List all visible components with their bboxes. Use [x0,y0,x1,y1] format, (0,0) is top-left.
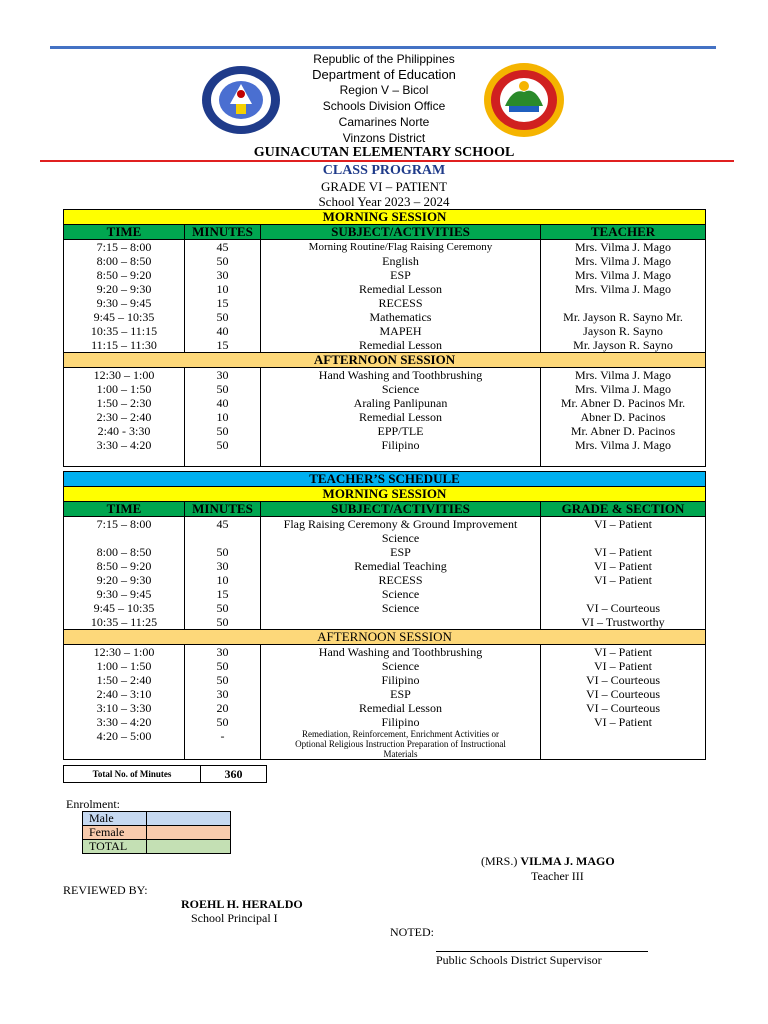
ts-col-header-time: TIME [64,502,185,517]
ts-col-header-section: GRADE & SECTION [541,502,706,517]
morning-session-label: MORNING SESSION [64,210,706,225]
principal-name: ROEHL H. HERALDO [181,897,303,911]
header-line-4: Schools Division Office [322,99,446,113]
header-line-1: Republic of the Philippines [313,52,455,66]
morning-minutes: 45 50 30 10 15 50 40 15 [185,240,261,353]
teacher-title: Teacher III [531,869,584,883]
afternoon-subjects: Hand Washing and Toothbrushing Science Araling Panlipunan Remedial Lesson EPP/TLE Filipino [261,368,541,467]
reviewed-by-label: REVIEWED BY: [63,883,148,897]
ts-morning-session-label: MORNING SESSION [64,487,706,502]
enrolment-label: Enrolment: [66,797,120,811]
division-seal-icon [483,62,565,138]
grade-section: GRADE VI – PATIENT [320,179,448,194]
ts-afternoon-session-label: AFTERNOON SESSION [64,630,706,645]
morning-subjects: Morning Routine/Flag Raising Ceremony English ESP Remedial Lesson RECESS Mathematics MAPEH Remedial Lesson [261,240,541,353]
col-header-minutes: MINUTES [185,225,261,240]
ts-morning-minutes: 45 50 30 10 15 50 50 [185,517,261,630]
red-rule [40,160,734,162]
ts-afternoon-subjects: Hand Washing and Toothbrushing Science Filipino ESP Remedial Lesson Filipino Remediation, Reinforcement, Enrichment Activities or Optional Religious Instruction Preparation of Instructional Materials [261,645,541,760]
enrolment-total-label: TOTAL [83,840,147,854]
supervisor-signature-line [436,951,648,952]
morning-times: 7:15 – 8:00 8:00 – 8:50 8:50 – 9:20 9:20 – 9:30 9:30 – 9:45 9:45 – 10:35 10:35 – 11:15 11:15 – 11:30 [64,240,185,353]
principal-title: School Principal I [191,911,278,925]
noted-label: NOTED: [390,925,434,939]
teacher-schedule-title: TEACHER’S SCHEDULE [64,472,706,487]
ts-morning-subjects: Flag Raising Ceremony & Ground Improvement Science ESP Remedial Teaching RECESS Science Science [261,517,541,630]
col-header-time: TIME [64,225,185,240]
ts-col-header-minutes: MINUTES [185,502,261,517]
ts-afternoon-minutes: 30 50 50 30 20 50 - [185,645,261,760]
enrolment-male-value[interactable] [147,812,231,826]
afternoon-times: 12:30 – 1:00 1:00 – 1:50 1:50 – 2:30 2:30 – 2:40 2:40 - 3:30 3:30 – 4:20 [64,368,185,467]
header-line-2: Department of Education [312,67,456,82]
col-header-teacher: TEACHER [541,225,706,240]
deped-seal-icon [200,64,282,136]
school-name: GUINACUTAN ELEMENTARY SCHOOL [253,145,515,160]
total-minutes-table [63,765,267,783]
ts-morning-block [64,517,706,630]
ts-afternoon-times: 12:30 – 1:00 1:00 – 1:50 1:50 – 2:40 2:40 – 3:10 3:10 – 3:30 3:30 – 4:20 4:20 – 5:00 [64,645,185,760]
ts-afternoon-sections: VI – Patient VI – Patient VI – Courteous VI – Courteous VI – Courteous VI – Patient [541,645,706,760]
total-minutes-label: Total No. of Minutes [64,766,201,783]
afternoon-block [64,368,706,467]
morning-block [64,240,706,353]
enrolment-female-value[interactable] [147,826,231,840]
total-minutes-value: 360 [201,766,267,783]
col-header-subject: SUBJECT/ACTIVITIES [261,225,541,240]
enrolment-row-male [83,812,231,826]
afternoon-session-label: AFTERNOON SESSION [64,353,706,368]
enrolment-female-label: Female [83,826,147,840]
ts-col-header-subject: SUBJECT/ACTIVITIES [261,502,541,517]
top-rule [50,46,716,49]
afternoon-teachers: Mrs. Vilma J. Mago Mrs. Vilma J. Mago Mr. Abner D. Pacinos Mr. Abner D. Pacinos Mr. Abner D. Pacinos Mrs. Vilma J. Mago [541,368,706,467]
ts-morning-times: 7:15 – 8:00 8:00 – 8:50 8:50 – 9:20 9:20 – 9:30 9:30 – 9:45 9:45 – 10:35 10:35 – 11:25 [64,517,185,630]
teacher-schedule-table [63,471,706,760]
afternoon-minutes: 30 50 40 10 50 50 [185,368,261,467]
enrolment-male-label: Male [83,812,147,826]
supervisor-title: Public Schools District Supervisor [436,953,602,967]
header-line-3: Region V – Bicol [339,83,429,97]
enrolment-table [82,811,231,854]
enrolment-row-female [83,826,231,840]
class-program-title: CLASS PROGRAM [322,163,446,178]
class-program-table [63,209,706,467]
teacher-prefix: (MRS.) [481,854,518,868]
ts-afternoon-block [64,645,706,760]
header-line-5: Camarines Norte [338,115,430,129]
teacher-name: VILMA J. MAGO [520,854,615,868]
enrolment-row-total [83,840,231,854]
morning-teachers: Mrs. Vilma J. Mago Mrs. Vilma J. Mago Mrs. Vilma J. Mago Mrs. Vilma J. Mago Mr. Jayson R. Sayno Mr. Jayson R. Sayno Mr. Jayson R. Sayno [541,240,706,353]
header-line-6: Vinzons District [342,131,426,145]
teacher-signature [481,854,615,869]
school-year: School Year 2023 – 2024 [318,194,450,209]
ts-morning-sections: VI – Patient VI – Patient VI – Patient VI – Patient VI – Courteous VI – Trustworthy [541,517,706,630]
enrolment-total-value[interactable] [147,840,231,854]
